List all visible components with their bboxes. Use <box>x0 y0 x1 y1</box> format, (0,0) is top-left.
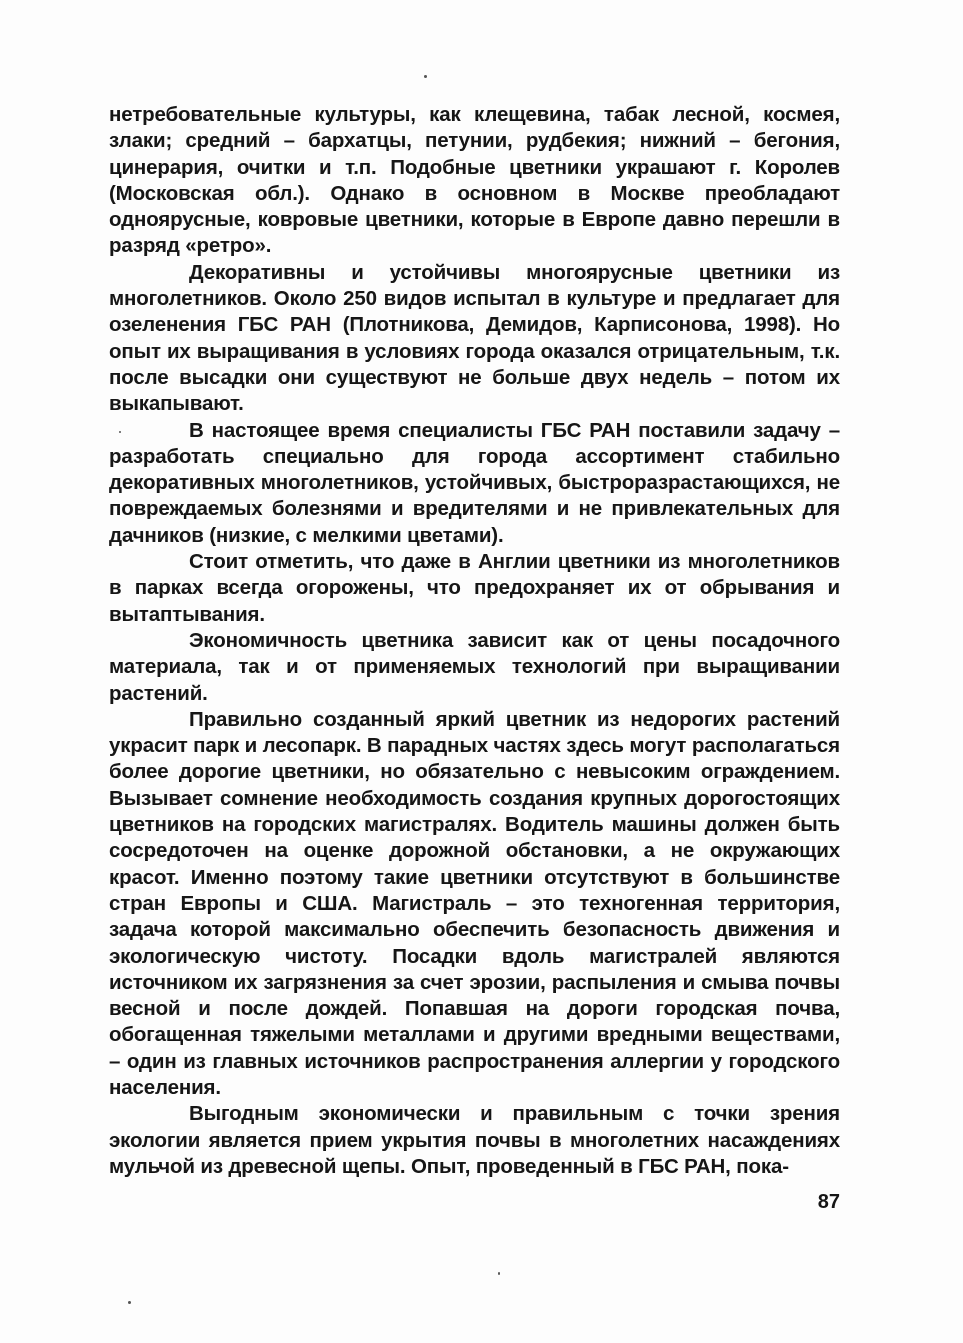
paragraph: нетребовательные культуры, как клещевина, табак лесной, космея, злаки; средний – бархатцы, петунии, рудбекия; нижний – бегония, цинерария, очитки и т.п. Подобные цветники украшают г. Королев (Московская обл.). Однако в основном в Москве преобладают одноярусные, ковровые цветники, которые в Европе давно перешли в разряд «ретро». <box>109 103 840 258</box>
paragraph: В настоящее время специалисты ГБС РАН поставили задачу – разработать специально для города ассортимент стабильно декоративных многолетников, устойчивых, быстроразрастающихся, не повреждаемых болезнями и вредителями и не привлекательных для дачников (низкие, с мелкими цветами). <box>109 418 840 547</box>
paragraph: Правильно созданный яркий цветник из недорогих растений украсит парк и лесопарк. В парадных частях здесь могут располагаться более дорогие цветники, но обязательно с невысоким ограждением. Вызывает сомнение необходимость создания крупных дорогостоящих цветников на городских магистралях. Водитель машины должен быть сосредоточен на оценке дорожной обстановки, а не окружающих красот. Именно поэтому такие цветники отсутствуют в большинстве стран Европы и США. Магистраль – это техногенная территория, задача которой максимально обеспечить безопасность движения и экологическую чистоту. Посадки вдоль магистралей являются источником их загрязнения за счет эрозии, распыления и смыва почвы весной и после дождей. Попавшая на дороги городская почва, обогащенная тяжелыми металлами и другими вредными веществами, – один из главных источников распространения аллергии у городского населения. <box>109 707 840 1099</box>
body-text <box>109 102 840 1180</box>
paragraph: Декоративны и устойчивы многоярусные цветники из многолетников. Около 250 видов испытал в культуре и предлагает для озеленения ГБС РАН (Плотникова, Демидов, Карписонова, 1998). Но опыт их выращивания в условиях города оказался отрицательным, т.к. после высадки они существуют не больше двух недель – потом их выкапывают. <box>109 260 840 416</box>
scan-speck <box>128 1301 131 1304</box>
paragraph: Стоит отметить, что даже в Англии цветники из многолетников в парках всегда огорожены, что предохраняет их от обрывания и вытаптывания. <box>109 550 840 626</box>
paragraph: Выгодным экономически и правильным с точки зрения экологии является прием укрытия почвы в многолетних насаждениях мульчой из древесной щепы. Опыт, проведенный в ГБС РАН, пока- <box>109 1102 840 1178</box>
scan-speck <box>498 1272 500 1275</box>
paragraph: Экономичность цветника зависит как от цены посадочного материала, так и от применяемых технологий при выращивании растений. <box>109 628 840 705</box>
page-number: 87 <box>817 1191 840 1213</box>
scan-speck <box>424 75 427 78</box>
